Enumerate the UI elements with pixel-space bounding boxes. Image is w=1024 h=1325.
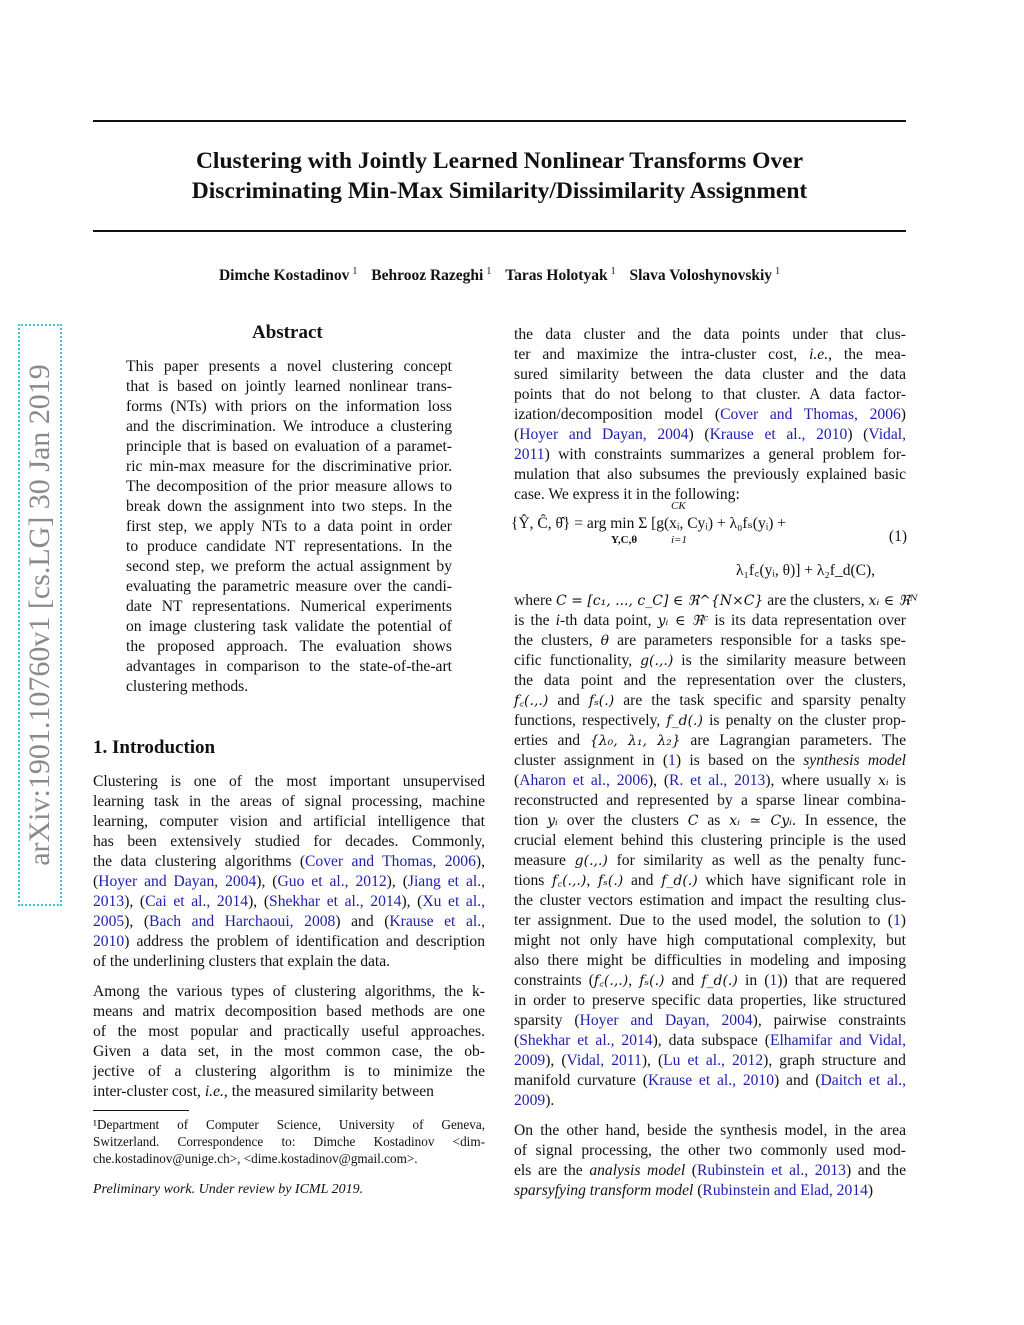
text-line: [514, 911, 906, 931]
text-line: [514, 651, 906, 671]
text-segment: ).: [545, 1092, 555, 1109]
text-segment: and: [664, 972, 702, 989]
italic-text: i: [555, 612, 561, 629]
text-segment: (: [514, 1032, 520, 1049]
text-segment: are the task specific and sparsity penalty: [614, 692, 906, 709]
text-segment: is: [888, 772, 906, 789]
text-line: [514, 751, 906, 771]
sum-upper-limit: CK: [671, 500, 686, 512]
text-segment: manifold curvature (: [514, 1072, 648, 1089]
citation-link[interactable]: Hoyer and Dayan, 2004: [579, 1012, 753, 1029]
text-line: [514, 631, 906, 651]
author-list: [93, 266, 906, 285]
text-segment: and: [623, 872, 662, 889]
citation-link[interactable]: Guo et al., 2012: [277, 873, 387, 890]
text-segment: ): [867, 1182, 874, 1199]
text-line: [514, 851, 906, 871]
text-segment: ),: [475, 853, 485, 870]
text-line: [514, 771, 906, 791]
text-segment: the data clustering algorithms (: [93, 853, 306, 870]
text-line: [514, 671, 906, 691]
text-segment: ), (: [386, 873, 408, 890]
text-line: [93, 832, 485, 852]
text-line: [514, 1091, 906, 1111]
author-name: Taras Holotyak: [505, 267, 608, 285]
citation-link[interactable]: Cover and Thomas, 2006: [305, 853, 476, 870]
text-segment: ,: [628, 972, 640, 989]
text-segment: evaluating the parametric measure over the candi-: [126, 578, 452, 595]
citation-link[interactable]: Krause et al.,: [389, 913, 485, 930]
text-segment: first step, we apply NTs to a data point in order: [126, 518, 452, 535]
text-line: [514, 691, 906, 711]
text-line: [126, 517, 452, 537]
math-expression: f꜀(.,.): [593, 973, 629, 989]
text-line: [126, 597, 452, 617]
text-line: [514, 791, 906, 811]
text-line: [514, 325, 906, 345]
right-paragraph-3: [514, 1121, 906, 1201]
text-segment: This paper presents a novel clustering concept: [126, 358, 452, 375]
italic-text: analysis model: [589, 1162, 686, 1179]
author: [219, 267, 357, 284]
text-segment: are Lagrangian parameters. The: [680, 732, 906, 749]
text-segment: , the mea-: [828, 346, 906, 363]
text-segment: the clusters,: [514, 632, 601, 649]
text-segment: case. We express it in the following:: [514, 486, 740, 503]
author: [371, 267, 491, 284]
citation-link[interactable]: 1: [769, 972, 778, 989]
text-line: [93, 1150, 485, 1167]
abstract-heading: Abstract: [252, 322, 323, 343]
text-segment: forms (NTs) with priors on the information loss: [126, 398, 452, 415]
text-segment: cific functionality,: [514, 652, 641, 669]
abstract-body: [126, 357, 452, 697]
text-segment: ric min-max measure for the discriminative prior.: [126, 458, 452, 475]
text-segment: ): [900, 406, 906, 423]
citation-link[interactable]: Cover and Thomas, 2006: [720, 406, 901, 423]
arxiv-stamp[interactable]: [18, 324, 62, 906]
text-line: [514, 811, 906, 831]
text-segment: (: [685, 1162, 697, 1179]
text-segment: date NT representations. Numerical experiments: [126, 598, 452, 615]
citation-link[interactable]: Cai et al., 2014: [145, 893, 249, 910]
text-segment: mulation that also subsumes the previously explained basic: [514, 466, 906, 483]
text-segment: of signal processing, the other two commonly used mod-: [514, 1142, 906, 1159]
text-line: [514, 405, 906, 425]
text-segment: has been extensively studied for decades. Commonly,: [93, 833, 485, 850]
text-segment: also there might be difficulties in modeling and imposing: [514, 952, 906, 969]
math-expression: xᵢ ∈ ℜᴺ: [868, 593, 918, 609]
math-expression: fₛ(.): [639, 973, 665, 989]
text-segment: is penalty on the cluster prop-: [702, 712, 906, 729]
text-segment: On the other hand, beside the synthesis model, in the area: [514, 1122, 906, 1139]
math-expression: f꜀(.,.): [552, 873, 587, 889]
equation-line-1: {Ŷ, Ĉ, θ̂} = arg min Σ [g(xᵢ, Cyᵢ) + λ₀fₛ(yᵢ) +: [511, 515, 787, 532]
text-segment: (: [514, 772, 520, 789]
math-expression: yᵢ ∈ ℜᶜ: [657, 613, 709, 629]
affiliation-mark: 1: [775, 266, 781, 277]
text-segment: ), (: [248, 893, 270, 910]
text-line: [126, 357, 452, 377]
text-line: [93, 932, 485, 952]
citation-link[interactable]: Jiang et al.,: [407, 873, 485, 890]
text-segment: is the similarity measure between: [673, 652, 906, 669]
text-segment: ) and (: [774, 1072, 821, 1089]
text-segment: functions, respectively,: [514, 712, 667, 729]
text-segment: in (: [737, 972, 770, 989]
text-line: [514, 1121, 906, 1141]
right-paragraph-2: [514, 591, 918, 1111]
text-segment: che.kostadinov@unige.ch>, <dime.kostadinov@gmail.com>.: [93, 1151, 418, 1166]
text-line: [126, 537, 452, 557]
text-line: [93, 952, 485, 972]
citation-link[interactable]: 2013: [93, 893, 125, 910]
text-segment: ) and (: [335, 913, 390, 930]
text-line: [126, 497, 452, 517]
text-line: [514, 591, 918, 611]
text-line: [93, 912, 485, 932]
italic-text: sparsyfying transform model: [514, 1182, 694, 1199]
text-segment: erties and: [514, 732, 590, 749]
italic-text: synthesis model: [803, 752, 906, 769]
text-line: [126, 677, 452, 697]
text-line: [93, 1002, 485, 1022]
affiliation-mark: 1: [610, 266, 616, 277]
text-line: [93, 1133, 485, 1150]
math-expression: f_d(.): [661, 873, 698, 889]
text-segment: ter and maximize the intra-cluster cost,: [514, 346, 810, 363]
text-line: [514, 931, 906, 951]
text-segment: in order to preserve specific data properties, like structured: [514, 992, 906, 1009]
text-segment: of the most popular and practically useful approaches.: [93, 1023, 485, 1040]
equation-1: [511, 500, 907, 580]
text-line: [93, 792, 485, 812]
math-expression: fₛ(.): [588, 693, 615, 709]
text-line: [514, 385, 906, 405]
equation-number: (1): [888, 528, 907, 545]
citation-link[interactable]: Krause et al., 2010: [647, 1072, 775, 1089]
text-segment: jective of a clustering algorithm is to minimize the: [93, 1063, 485, 1080]
author: [629, 267, 780, 284]
text-segment: ), (: [647, 772, 670, 789]
text-segment: might not only have high computational complexity, but: [514, 932, 906, 949]
text-segment: measure: [514, 852, 575, 869]
text-line: [93, 892, 485, 912]
text-line: [514, 365, 906, 385]
right-paragraph-1: [514, 325, 906, 505]
text-line: [514, 1071, 906, 1091]
text-line: [514, 891, 906, 911]
citation-link[interactable]: Vidal, 2011: [566, 1052, 642, 1069]
text-segment: break down the assignment into two steps. In the: [126, 498, 452, 515]
footnote: [93, 1116, 485, 1167]
citation-link[interactable]: Lu et al., 2012: [663, 1052, 764, 1069]
text-line: [126, 557, 452, 577]
text-segment: are parameters responsible for a tasks spe-: [609, 632, 906, 649]
title-line: Clustering with Jointly Learned Nonlinear Transforms Over: [195, 148, 804, 174]
text-segment: as: [698, 812, 730, 829]
text-segment: constraints (: [514, 972, 594, 989]
text-line: [514, 871, 906, 891]
text-segment: -th data point,: [560, 612, 658, 629]
text-segment: learning, computer vision and artificial intelligence that: [93, 813, 485, 830]
text-segment: tion: [514, 812, 548, 829]
top-rule: [93, 120, 906, 122]
math-expression: θ: [600, 633, 610, 649]
text-segment: the proposed approach. The evaluation shows: [126, 638, 452, 655]
text-segment: are the clusters,: [763, 592, 869, 609]
preliminary-note: Preliminary work. Under review by ICML 2019.: [93, 1182, 364, 1197]
math-expression: f꜀(.,.): [514, 693, 549, 709]
text-line: [514, 1031, 906, 1051]
text-segment: reconstructed and represented by a sparse linear combina-: [514, 792, 906, 809]
text-segment: ), (: [124, 893, 146, 910]
text-segment: which have significant role in: [697, 872, 907, 889]
footnote-rule: [93, 1110, 189, 1111]
text-segment: means and matrix decomposition based methods are one: [93, 1003, 485, 1020]
text-segment: ) address the problem of identification and description: [124, 933, 485, 950]
text-segment: ¹Department of Computer Science, University of Geneva,: [93, 1117, 485, 1132]
text-line: [93, 1062, 485, 1082]
citation-link[interactable]: 2009: [514, 1052, 546, 1069]
paper-title: [93, 146, 906, 206]
text-segment: ), (: [124, 913, 150, 930]
text-segment: (: [514, 426, 520, 443]
text-segment: ), (: [641, 1052, 664, 1069]
text-line: [93, 1082, 485, 1102]
citation-link[interactable]: Aharon et al., 2006: [519, 772, 648, 789]
text-line: [514, 345, 906, 365]
text-line: [126, 617, 452, 637]
text-line: [126, 397, 452, 417]
math-expression: g(.,.): [640, 653, 674, 669]
author-name: Slava Voloshynovskiy: [629, 267, 773, 285]
text-segment: ) with constraints summarizes a general problem for-: [544, 446, 906, 463]
min-subscript: Y,C,θ: [611, 534, 638, 546]
affiliation-mark: 1: [352, 266, 358, 277]
math-expression: xᵢ: [878, 773, 889, 789]
text-line: [514, 951, 906, 971]
text-segment: , the measured similarity between: [223, 1083, 434, 1100]
text-segment: over the clusters: [557, 812, 688, 829]
text-line: [514, 831, 906, 851]
text-segment: ) (: [688, 426, 710, 443]
citation-link[interactable]: Hoyer and Dayan, 2004: [98, 873, 257, 890]
text-segment: to produce candidate NT representations. In the: [126, 538, 452, 555]
text-segment: els are the: [514, 1162, 590, 1179]
text-segment: the cluster vectors estimation and impact the resulting clus-: [514, 892, 906, 909]
text-segment: learning task in the areas of signal processing, machine: [93, 793, 485, 810]
citation-link[interactable]: Vidal,: [868, 426, 906, 443]
text-segment: (: [93, 873, 99, 890]
text-segment: ), (: [401, 893, 423, 910]
text-line: [514, 1161, 906, 1181]
text-line: [514, 711, 906, 731]
text-segment: second step, we preform the actual assignment by: [126, 558, 452, 575]
math-expression: fₛ(.): [597, 873, 624, 889]
text-segment: where: [514, 592, 556, 609]
text-segment: ter assignment. Due to the used model, the solution to (: [514, 912, 893, 929]
text-segment: The decomposition of the prior measure allows to: [126, 478, 452, 495]
citation-link[interactable]: 2010: [93, 933, 125, 950]
text-segment: ), where usually: [765, 772, 879, 789]
text-line: [514, 991, 906, 1011]
citation-link[interactable]: Hoyer and Dayan, 2004: [519, 426, 689, 443]
text-segment: . In essence, the: [791, 812, 906, 829]
text-line: [126, 577, 452, 597]
sum-lower-limit: i=1: [671, 534, 687, 546]
text-segment: clustering methods.: [126, 678, 249, 695]
bottom-title-rule: [93, 230, 906, 232]
math-expression: f_d(.): [701, 973, 738, 989]
text-segment: Clustering is one of the most important unsupervised: [93, 773, 485, 790]
text-segment: ), pairwise constraints: [752, 1012, 906, 1029]
text-segment: ), graph structure and: [763, 1052, 906, 1069]
text-segment: principle that is based on evaluation of a paramet-: [126, 438, 452, 455]
math-expression: f_d(.): [666, 713, 703, 729]
citation-link[interactable]: Daitch et al.,: [820, 1072, 906, 1089]
text-segment: cluster assignment in (: [514, 752, 669, 769]
text-line: [514, 971, 906, 991]
citation-link[interactable]: 1: [668, 752, 676, 769]
affiliation-mark: 1: [486, 266, 492, 277]
text-segment: is the: [514, 612, 556, 629]
text-line: [93, 812, 485, 832]
text-line: [93, 1042, 485, 1062]
text-segment: )) that are requered: [777, 972, 907, 989]
text-segment: is its data representation over: [708, 612, 906, 629]
text-segment: sparsity (: [514, 1012, 580, 1029]
text-segment: Among the various types of clustering algorithms, the k-: [93, 983, 485, 1000]
author-name: Behrooz Razeghi: [371, 267, 484, 285]
text-segment: of the underlining clusters that explain the data.: [93, 953, 391, 970]
text-line: [93, 852, 485, 872]
text-segment: Given a data set, in the most common case, the ob-: [93, 1043, 485, 1060]
text-line: [93, 1116, 485, 1133]
italic-text: i.e.: [204, 1083, 224, 1100]
text-line: [93, 772, 485, 792]
arxiv-identifier[interactable]: arXiv:1901.10760v1 [cs.LG] 30 Jan 2019: [23, 364, 56, 866]
citation-link[interactable]: Rubinstein and Elad, 2014: [702, 1182, 868, 1199]
title-line: Discriminating Min-Max Similarity/Dissimilarity Assignment: [191, 178, 808, 204]
citation-link[interactable]: Shekhar et al., 2014: [519, 1032, 653, 1049]
text-line: [126, 657, 452, 677]
math-expression: {λ₀, λ₁, λ₂}: [589, 733, 681, 749]
citation-link[interactable]: Elhamifar and Vidal,: [769, 1032, 906, 1049]
citation-link[interactable]: 1: [893, 912, 901, 929]
text-segment: the data cluster and the data points under that clus-: [514, 326, 906, 343]
citation-link[interactable]: Krause et al., 2010: [709, 426, 848, 443]
intro-paragraph-2: [93, 982, 485, 1102]
introduction-heading: 1. Introduction: [93, 737, 216, 758]
text-line: [126, 377, 452, 397]
text-line: [514, 465, 906, 485]
text-line: [514, 731, 906, 751]
text-segment: ): [900, 912, 906, 929]
text-segment: ization/decomposition model (: [514, 406, 721, 423]
intro-paragraph-1: [93, 772, 485, 972]
text-segment: ,: [586, 872, 598, 889]
equation-line-2: λ₁f꜀(yᵢ, θ)] + λ₂f_d(C),: [736, 562, 875, 579]
citation-link[interactable]: Xu et al.,: [422, 893, 485, 910]
citation-link[interactable]: Rubinstein et al., 2013: [697, 1162, 846, 1179]
math-expression: xᵢ ≃ Cyᵢ: [729, 813, 792, 829]
math-expression: C = [c₁, ..., c_C] ∈ ℜ^{N×C}: [556, 593, 764, 609]
text-line: [126, 637, 452, 657]
text-segment: advantages in comparison to the state-of-the-art: [126, 658, 452, 675]
text-segment: and: [548, 692, 589, 709]
text-segment: points that do not belong to that cluster. A data factor-: [514, 386, 906, 403]
citation-link[interactable]: 2005: [93, 913, 125, 930]
citation-link[interactable]: 2009: [514, 1092, 546, 1109]
text-segment: ), data subspace (: [652, 1032, 770, 1049]
math-expression: g(.,.): [574, 853, 608, 869]
text-line: [514, 445, 906, 465]
text-segment: sured similarity between the data cluster and the data: [514, 366, 906, 383]
text-segment: for similarity as well as the penalty func-: [607, 852, 906, 869]
author-name: Dimche Kostadinov: [218, 267, 350, 285]
text-line: [93, 982, 485, 1002]
text-line: [514, 1051, 906, 1071]
math-expression: C: [687, 813, 699, 829]
text-segment: ), (: [256, 873, 278, 890]
text-segment: Switzerland. Correspondence to: Dimche Kostadinov <dim-: [93, 1134, 485, 1149]
text-segment: and the discrimination. We introduce a clustering: [126, 418, 452, 435]
text-line: [93, 1022, 485, 1042]
text-line: [514, 1011, 906, 1031]
italic-text: i.e.: [809, 346, 829, 363]
text-segment: (: [693, 1182, 703, 1199]
text-segment: the data point and the representation over the clusters,: [514, 672, 906, 689]
text-line: [126, 417, 452, 437]
text-segment: ) is based on the: [675, 752, 804, 769]
text-segment: crucial element behind this clustering principle is the used: [514, 832, 906, 849]
text-segment: on image clustering task validate the potential of: [126, 618, 452, 635]
text-line: [93, 872, 485, 892]
text-line: [126, 457, 452, 477]
text-segment: ), (: [545, 1052, 567, 1069]
citation-link[interactable]: R. et al., 2013: [669, 772, 766, 789]
text-segment: ) (: [847, 426, 869, 443]
citation-link[interactable]: Bach and Harchaoui, 2008: [149, 913, 336, 930]
citation-link[interactable]: Shekhar et al., 2014: [269, 893, 402, 910]
math-expression: yᵢ: [547, 813, 558, 829]
text-segment: ) and the: [845, 1162, 906, 1179]
author: [505, 267, 615, 284]
text-line: [514, 425, 906, 445]
citation-link[interactable]: 2011: [514, 446, 545, 463]
text-segment: that is based on jointly learned nonlinear trans-: [126, 378, 452, 395]
text-line: [514, 611, 906, 631]
text-line: [126, 437, 452, 457]
text-line: [126, 477, 452, 497]
text-segment: inter-cluster cost,: [93, 1083, 205, 1100]
text-segment: tions: [514, 872, 553, 889]
text-line: [514, 1141, 906, 1161]
text-line: [514, 1181, 906, 1201]
